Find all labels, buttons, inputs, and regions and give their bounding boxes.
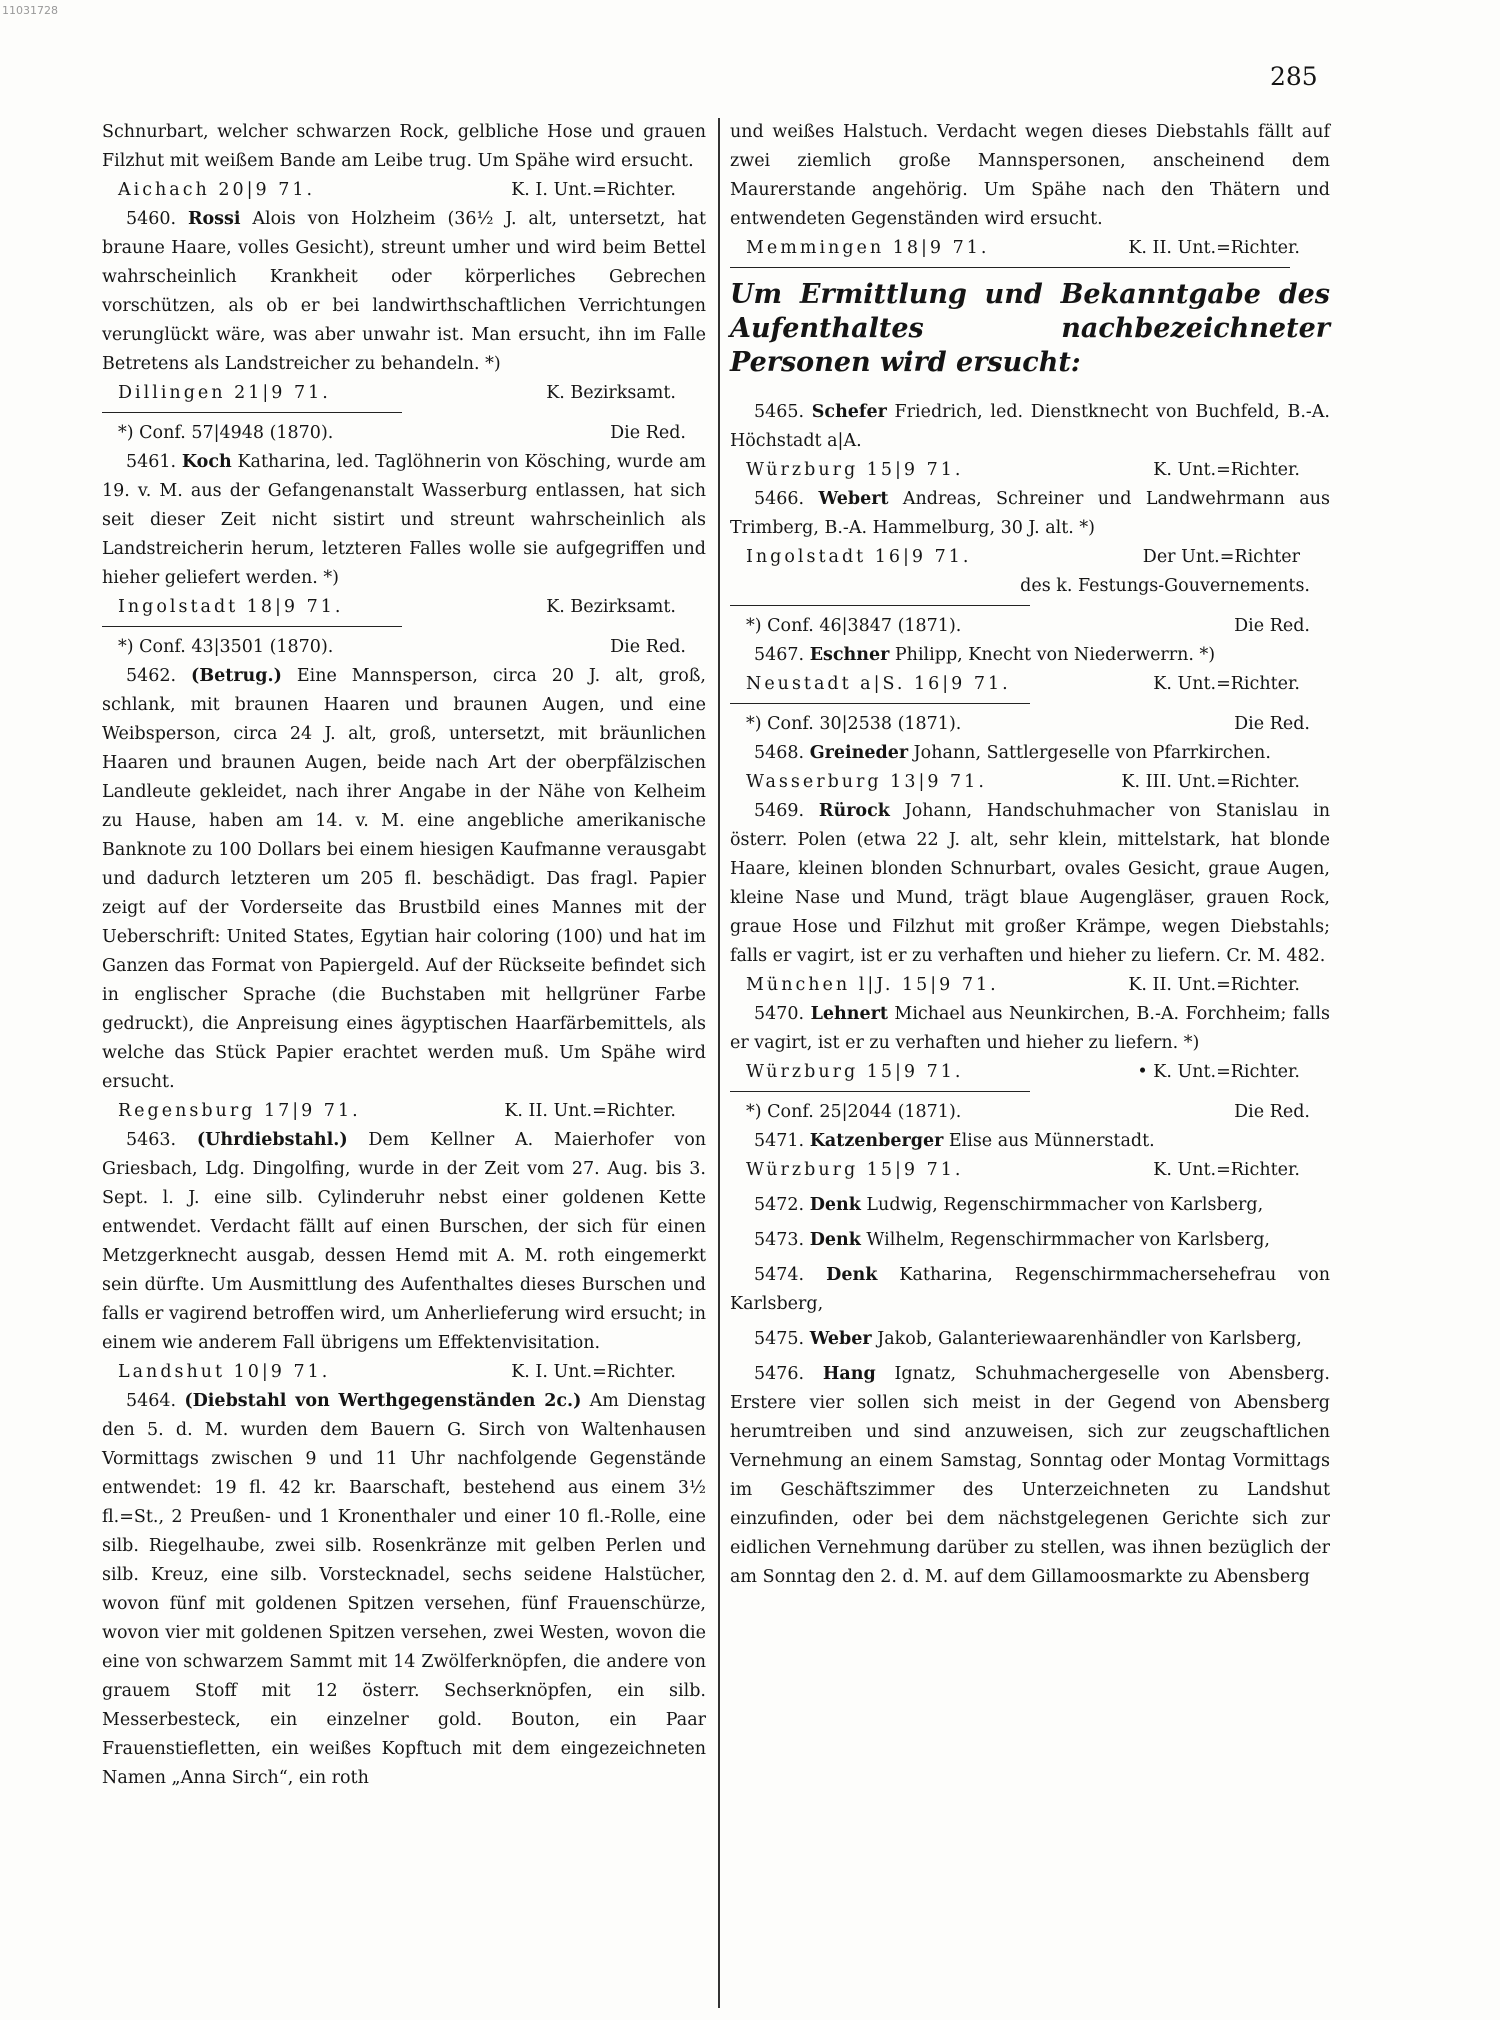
- entry-5463: [102, 1126, 706, 1358]
- sig-place: Aichach 20|9 71.: [118, 180, 316, 200]
- signature-5463: [102, 1358, 706, 1387]
- entry-number: 5474.: [754, 1265, 805, 1285]
- conf-ref: *) Conf. 46|3847 (1871).: [746, 616, 962, 636]
- signature-5466-line2: [730, 572, 1330, 601]
- entry-number: 5469.: [754, 801, 805, 821]
- entry-name: Weber: [809, 1329, 872, 1349]
- signature-5459: [102, 176, 706, 205]
- sig-place: Memmingen 18|9 71.: [746, 238, 990, 258]
- entry-number: 5461.: [126, 452, 177, 472]
- separator-rule: [730, 605, 1030, 606]
- sig-authority: K. I. Unt.=Richter.: [511, 1362, 676, 1382]
- entry-5474: [730, 1261, 1330, 1319]
- sig-authority: K. II. Unt.=Richter.: [504, 1101, 676, 1121]
- entry-text: Ludwig, Regenschirmmacher von Karlsberg,: [860, 1195, 1264, 1215]
- entry-number: 5471.: [754, 1131, 805, 1151]
- entry-number: 5460.: [126, 209, 177, 229]
- sig-authority: K. Unt.=Richter.: [1153, 460, 1300, 480]
- entry-number: 5465.: [754, 402, 805, 422]
- conf-red: Die Red.: [610, 423, 686, 443]
- entry-text: Friedrich, led. Dienstknecht von Buchfeld, B.-A. Höchstadt a|A.: [730, 402, 1330, 451]
- conf-note-5466: [730, 612, 1330, 641]
- entry-5471: [730, 1127, 1330, 1156]
- sig-place: Ingolstadt 18|9 71.: [118, 597, 344, 617]
- conf-red: Die Red.: [1234, 1102, 1310, 1122]
- entry-text: Katharina, Regenschirmmachersehefrau von Karlsberg,: [730, 1265, 1330, 1314]
- conf-note-5470: [730, 1098, 1330, 1127]
- sig-place: Regensburg 17|9 71.: [118, 1101, 361, 1121]
- entry-name: Greineder: [809, 743, 909, 763]
- entry-name: (Betrug.): [191, 666, 282, 686]
- entry-number: 5473.: [754, 1230, 805, 1250]
- entry-number: 5472.: [754, 1195, 805, 1215]
- entry-name: (Diebstahl von Werthgegenständen 2c.): [184, 1391, 582, 1411]
- separator-rule: [730, 703, 1030, 704]
- entry-text: Philipp, Knecht von Niederwerrn. *): [889, 645, 1216, 665]
- conf-ref: *) Conf. 25|2044 (1871).: [746, 1102, 962, 1122]
- column-divider: [718, 118, 720, 2008]
- sig-authority: K. I. Unt.=Richter.: [511, 180, 676, 200]
- signature-5465: [730, 456, 1330, 485]
- conf-note-5460: [102, 419, 706, 448]
- entry-text: Jakob, Galanteriewaarenhändler von Karlsberg,: [871, 1329, 1302, 1349]
- entry-5467: [730, 641, 1330, 670]
- entry-number: 5463.: [126, 1130, 177, 1150]
- entry-number: 5467.: [754, 645, 805, 665]
- section-heading: Um Ermittlung und Bekanntgabe des Aufenthaltes nachbezeichneter Personen wird ersucht:: [730, 279, 1330, 378]
- sig-place: Würzburg 15|9 71.: [746, 1062, 964, 1082]
- signature-5461: [102, 593, 706, 622]
- entry-name: Katzenberger: [809, 1131, 944, 1151]
- signature-5471: [730, 1156, 1330, 1185]
- entry-name: Koch: [181, 452, 232, 472]
- entry-5475: [730, 1325, 1330, 1354]
- sig-place: Landshut 10|9 71.: [118, 1362, 331, 1382]
- signature-5467: [730, 670, 1330, 699]
- conf-note-5467: [730, 710, 1330, 739]
- sig-authority: K. Unt.=Richter.: [1153, 674, 1300, 694]
- entry-text: Ignatz, Schuhmachergeselle von Abensberg. Erstere vier sollen sich meist in der Gegend von Abensberg herumtreiben und sind anzuweisen, sich zur zeugschaftlichen Vernehmung an einem Samstag, Sonntag oder Montag Vormittags im Geschäftszimmer des Unterzeichneten zu Landshut einzufinden, oder bei dem nächstgelegenen Gerichte sich zur eidlichen Vernehmung darüber zu stellen, was ihnen bezüglich der am Sonntag den 2. d. M. auf dem Gillamoosmarkte zu Abensberg: [730, 1364, 1330, 1587]
- sig-place: Wasserburg 13|9 71.: [746, 772, 987, 792]
- entry-text: Andreas, Schreiner und Landwehrmann aus Trimberg, B.-A. Hammelburg, 30 J. alt. *): [730, 489, 1330, 538]
- right-column: [730, 118, 1330, 1592]
- entry-5472: [730, 1191, 1330, 1220]
- entry-name: Denk: [826, 1265, 878, 1285]
- entry-name: Schefer: [811, 402, 887, 422]
- entry-5464: [102, 1387, 706, 1793]
- entry-5464-tail: und weißes Halstuch. Verdacht wegen dieses Diebstahls fällt auf zwei ziemlich große Mannspersonen, anscheinend dem Maurerstande angehörig. Um Spähe nach den Thätern und entwendeten Gegenständen wird ersucht.: [730, 122, 1330, 229]
- separator-rule: [102, 626, 402, 627]
- separator-rule: [730, 267, 1290, 268]
- entry-number: 5476.: [754, 1364, 805, 1384]
- sig-authority: K. II. Unt.=Richter.: [1128, 238, 1300, 258]
- entry-number: 5464.: [126, 1391, 177, 1411]
- entry-5459-tail: Schnurbart, welcher schwarzen Rock, gelbliche Hose und grauen Filzhut mit weißem Bande am Leibe trug. Um Spähe wird ersucht.: [102, 122, 706, 171]
- separator-rule: [730, 1091, 1030, 1092]
- signature-5462: [102, 1097, 706, 1126]
- entry-5469: [730, 797, 1330, 971]
- sig-place: Dillingen 21|9 71.: [118, 383, 331, 403]
- sig-authority: K. Bezirksamt.: [546, 383, 676, 403]
- entry-name: Lehnert: [810, 1004, 888, 1024]
- sig-authority: K. III. Unt.=Richter.: [1121, 772, 1300, 792]
- sig-authority-2: des k. Festungs-Gouvernements.: [1020, 576, 1310, 596]
- entry-5473: [730, 1226, 1330, 1255]
- entry-name: (Uhrdiebstahl.): [196, 1130, 348, 1150]
- sig-authority: K. Unt.=Richter.: [1153, 1160, 1300, 1180]
- entry-text: Katharina, led. Taglöhnerin von Kösching, wurde am 19. v. M. aus der Gefangenanstalt Wasserburg entlassen, hat sich seit dieser Zeit nicht sistirt und streunt wahrscheinlich als Landstreicherin herum, letzteren Falles wolle sie aufgegriffen und hieher geliefert werden. *): [102, 452, 706, 588]
- entry-5461: [102, 448, 706, 593]
- conf-red: Die Red.: [1234, 714, 1310, 734]
- entry-number: 5466.: [754, 489, 805, 509]
- conf-ref: *) Conf. 43|3501 (1870).: [118, 637, 334, 657]
- conf-ref: *) Conf. 57|4948 (1870).: [118, 423, 334, 443]
- sig-authority: K. Bezirksamt.: [546, 597, 676, 617]
- signature-5460: [102, 379, 706, 408]
- sig-place: Ingolstadt 16|9 71.: [746, 547, 972, 567]
- entry-name: Denk: [809, 1230, 861, 1250]
- entry-number: 5462.: [126, 666, 177, 686]
- entry-5476: [730, 1360, 1330, 1592]
- conf-ref: *) Conf. 30|2538 (1871).: [746, 714, 962, 734]
- sig-place: Neustadt a|S. 16|9 71.: [746, 674, 1011, 694]
- entry-text: Wilhelm, Regenschirmmacher von Karlsberg,: [860, 1230, 1270, 1250]
- signature-5469: [730, 971, 1330, 1000]
- left-column: [102, 118, 706, 1793]
- sig-place: Würzburg 15|9 71.: [746, 1160, 964, 1180]
- page-number: 285: [1270, 62, 1318, 91]
- entry-number: 5470.: [754, 1004, 805, 1024]
- entry-text: Johann, Handschuhmacher von Stanislau in österr. Polen (etwa 22 J. alt, sehr klein, mittelstark, hat blonde Haare, kleinen blonden Schnurbart, ovales Gesicht, graue Augen, kleine Nase und Mund, trägt blaue Augengläser, grauen Rock, graue Hose und Filzhut mit großer Krämpe, wegen Diebstahls; falls er vagirt, ist er zu verhaften und hieher zu liefern. Cr. M. 482.: [730, 801, 1330, 966]
- entry-5470: [730, 1000, 1330, 1058]
- entry-text: Eine Mannsperson, circa 20 J. alt, groß, schlank, mit braunen Haaren und braunen Augen, und eine Weibsperson, circa 24 J. alt, groß, untersetzt, mit bräunlichen Haaren und braunen Augen, beide nach Art der oberpfälzischen Landleute gekleidet, nach ihrer Angabe in der Nähe von Kelheim zu Hause, haben am 14. v. M. eine angebliche amerikanische Banknote zu 100 Dollars bei einem hiesigen Kaufmanne verausgabt und dadurch letzteren um 205 fl. beschädigt. Das fragl. Papier zeigt auf der Vorderseite das Brustbild eines Mannes mit der Ueberschrift: United States, Egytian hair coloring (100) und hat im Ganzen das Format von Papiergeld. Auf der Rückseite befindet sich in englischer Sprache (die Buchstaben mit hellgrüner Farbe gedruckt), die Anpreisung eines ägyptischen Haarfärbemittels, als welche das Stück Papier erachtet werden muß. Um Spähe wird ersucht.: [102, 666, 706, 1092]
- sig-place: München l|J. 15|9 71.: [746, 975, 999, 995]
- sig-authority: • K. Unt.=Richter.: [1137, 1062, 1300, 1082]
- entry-5468: [730, 739, 1330, 768]
- scan-id: 11031728: [2, 4, 58, 17]
- entry-name: Webert: [818, 489, 889, 509]
- conf-note-5461: [102, 633, 706, 662]
- entry-5460: [102, 205, 706, 379]
- sig-authority: Der Unt.=Richter: [1142, 547, 1300, 567]
- entry-5465: [730, 398, 1330, 456]
- entry-name: Rürock: [818, 801, 890, 821]
- conf-red: Die Red.: [1234, 616, 1310, 636]
- entry-text: Dem Kellner A. Maierhofer von Griesbach, Ldg. Dingolfing, wurde in der Zeit vom 27. Aug. bis 3. Sept. l. J. eine silb. Cylinderuhr nebst einer goldenen Kette entwendet. Verdacht fällt auf einen Burschen, der sich für einen Metzgerknecht ausgab, dessen Hemd mit A. M. roth eingemerkt sein dürfte. Um Ausmittlung des Aufenthaltes dieses Burschen und falls er vagirend betroffen wird, um Anherlieferung wird ersucht; in einem wie anderem Fall übrigens um Effektenvisitation.: [102, 1130, 706, 1353]
- entry-name: Denk: [809, 1195, 861, 1215]
- signature-5468: [730, 768, 1330, 797]
- entry-5466: [730, 485, 1330, 543]
- entry-name: Rossi: [187, 209, 241, 229]
- entry-text: Am Dienstag den 5. d. M. wurden dem Bauern G. Sirch von Waltenhausen Vormittags zwischen 9 und 11 Uhr nachfolgende Gegenstände entwendet: 19 fl. 42 kr. Baarschaft, bestehend aus einem 3½ fl.=St., 2 Preußen- und 1 Kronenthaler und einer 10 fl.-Rolle, eine silb. Riegelhaube, zwei silb. Rosenkränze mit gelben Perlen und silb. Kreuz, eine silb. Vorstecknadel, sechs seidene Halstücher, wovon fünf mit goldenen Spitzen versehen, fünf Frauenschürze, wovon vier mit goldenen Spitzen versehen, zwei Westen, wovon die eine von schwarzem Sammt mit 14 Zwölferknöpfen, die andere von grauem Stoff mit 12 österr. Sechserknöpfen, ein silb. Messerbesteck, ein einzelner gold. Bouton, ein Paar Frauenstiefletten, ein weißes Kopftuch mit dem eingezeichneten Namen „Anna Sirch“, ein roth: [102, 1391, 706, 1788]
- entry-text: Alois von Holzheim (36½ J. alt, untersetzt, hat braune Haare, volles Gesicht), streunt umher und wird beim Bettel wahrscheinlich Krankheit oder körperliches Gebrechen vorschützen, als ob er bei landwirthschaftlichen Verrichtungen verunglückt wäre, was aber unwahr ist. Man ersucht, ihn im Falle Betretens als Landstreicher zu behandeln. *): [102, 209, 706, 374]
- sig-authority: K. II. Unt.=Richter.: [1128, 975, 1300, 995]
- sig-place: Würzburg 15|9 71.: [746, 460, 964, 480]
- entry-text: Johann, Sattlergeselle von Pfarrkirchen.: [908, 743, 1271, 763]
- entry-number: 5468.: [754, 743, 805, 763]
- entry-5462: [102, 662, 706, 1097]
- entry-number: 5475.: [754, 1329, 805, 1349]
- signature-5466: [730, 543, 1330, 572]
- entry-text: Elise aus Münnerstadt.: [943, 1131, 1155, 1151]
- entry-name: Eschner: [809, 645, 890, 665]
- entry-name: Hang: [822, 1364, 876, 1384]
- conf-red: Die Red.: [610, 637, 686, 657]
- entry-text: Michael aus Neunkirchen, B.-A. Forchheim; falls er vagirt, ist er zu verhaften und hieher zu liefern. *): [730, 1004, 1330, 1053]
- signature-5470: [730, 1058, 1330, 1087]
- separator-rule: [102, 412, 402, 413]
- signature-5464: [730, 234, 1330, 263]
